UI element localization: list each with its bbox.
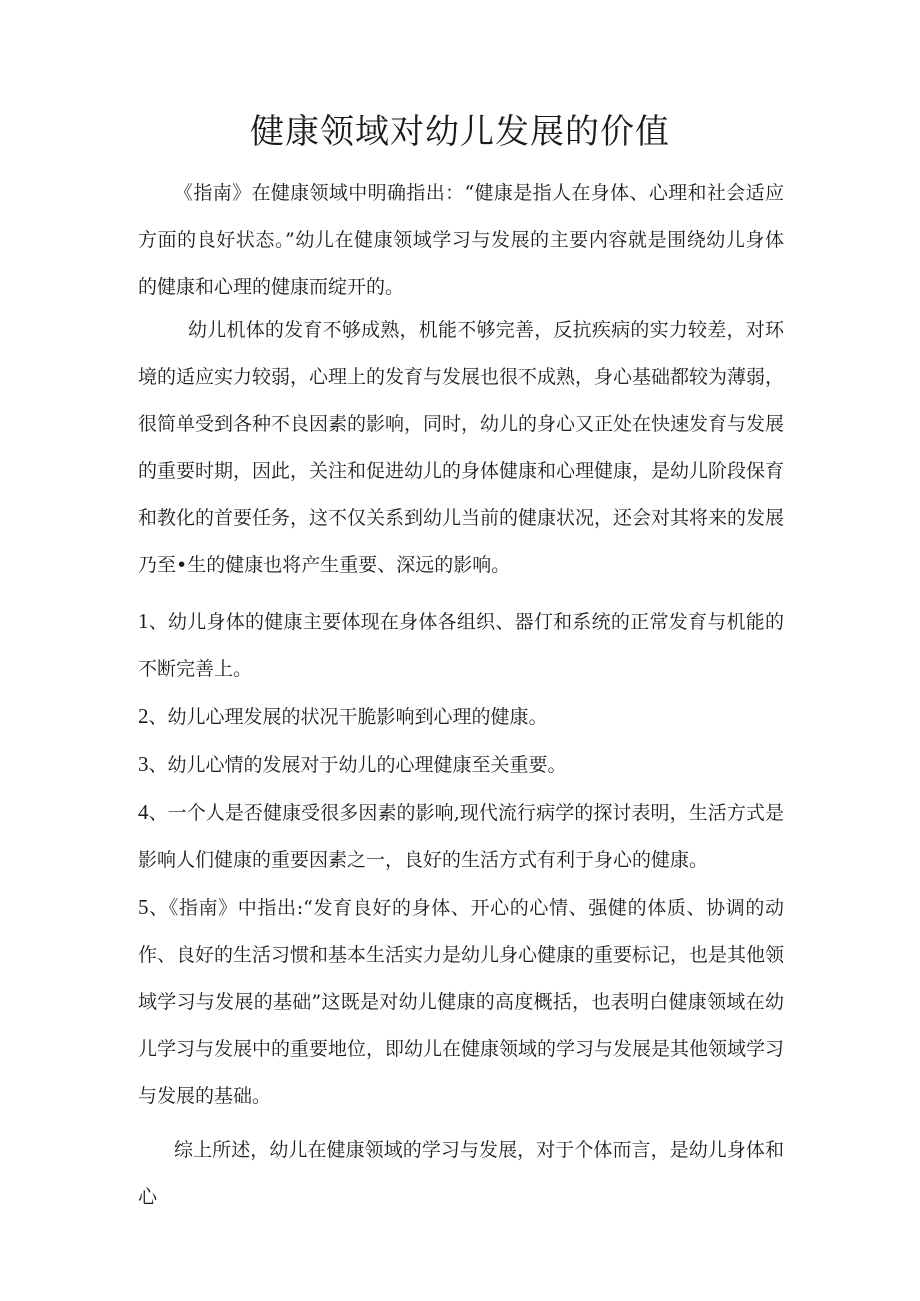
list-item-number: 5 <box>138 895 149 919</box>
document-title: 健康领域对幼儿发展的价值 <box>250 112 670 152</box>
conclusion-paragraph: 综上所述，幼儿在健康领域的学习与发展，对于个体而言，是幼儿身体和心 <box>138 1139 784 1208</box>
list-item-3 <box>138 741 784 789</box>
list-item-text: 、幼儿心理发展的状况干脆影响到心理的健康。 <box>148 706 548 728</box>
intro-paragraph: 《指南》在健康领域中明确指出：“健康是指人在身体、心理和社会适应方面的良好状态。”幼儿在健康领域学习与发展的主要内容就是围绕幼儿身体的健康和心理的健康而绽开的。 <box>138 182 784 298</box>
list-item-text: 、《指南》中指出:“发育良好的身体、开心的心情、强健的体质、协调的动作、良好的生活习惯和基本生活实力是幼儿身心健康的重要标记，也是其他领域学习与发展的基础”这既是对幼儿健康的高度概括，也表明白健康领域在幼儿学习与发展中的重要地位，即幼儿在健康领域的学习与发展是其他领域学习与发展的基础。 <box>138 897 785 1107</box>
list-item-text: 、一个人是否健康受很多因素的影响,现代流行病学的探讨表明，生活方式是影响人们健康的重要因素之一，良好的生活方式有利于身心的健康。 <box>138 802 784 871</box>
list-item-number: 2 <box>138 704 149 728</box>
list-item-1 <box>138 598 784 693</box>
list-item-2 <box>138 693 784 741</box>
list-item-4 <box>138 789 784 884</box>
body-paragraph: 幼儿机体的发育不够成熟，机能不够完善，反抗疾病的实力较差，对环境的适应实力较弱，心理上的发育与发展也很不成熟，身心基础都较为薄弱，很简单受到各种不良因素的影响，同时，幼儿的身心又正处在快速发育与发展的重要时期，因此，关注和促进幼儿的身体健康和心理健康，是幼儿阶段保育和教化的首要任务，这不仅关系到幼儿当前的健康状况，还会对其将来的发展乃至•生的健康也将产生重要、深远的影响。 <box>138 319 785 576</box>
list-item-text: 、幼儿身体的健康主要体现在身体各组织、器仃和系统的正常发育与机能的不断完善上。 <box>138 611 784 680</box>
list-item-number: 4 <box>138 800 149 824</box>
list-item-number: 3 <box>138 752 149 776</box>
list-item-5 <box>138 884 784 1120</box>
list-item-text: 、幼儿心情的发展对于幼儿的心理健康至关重要。 <box>148 754 567 776</box>
list-item-number: 1 <box>138 609 149 633</box>
